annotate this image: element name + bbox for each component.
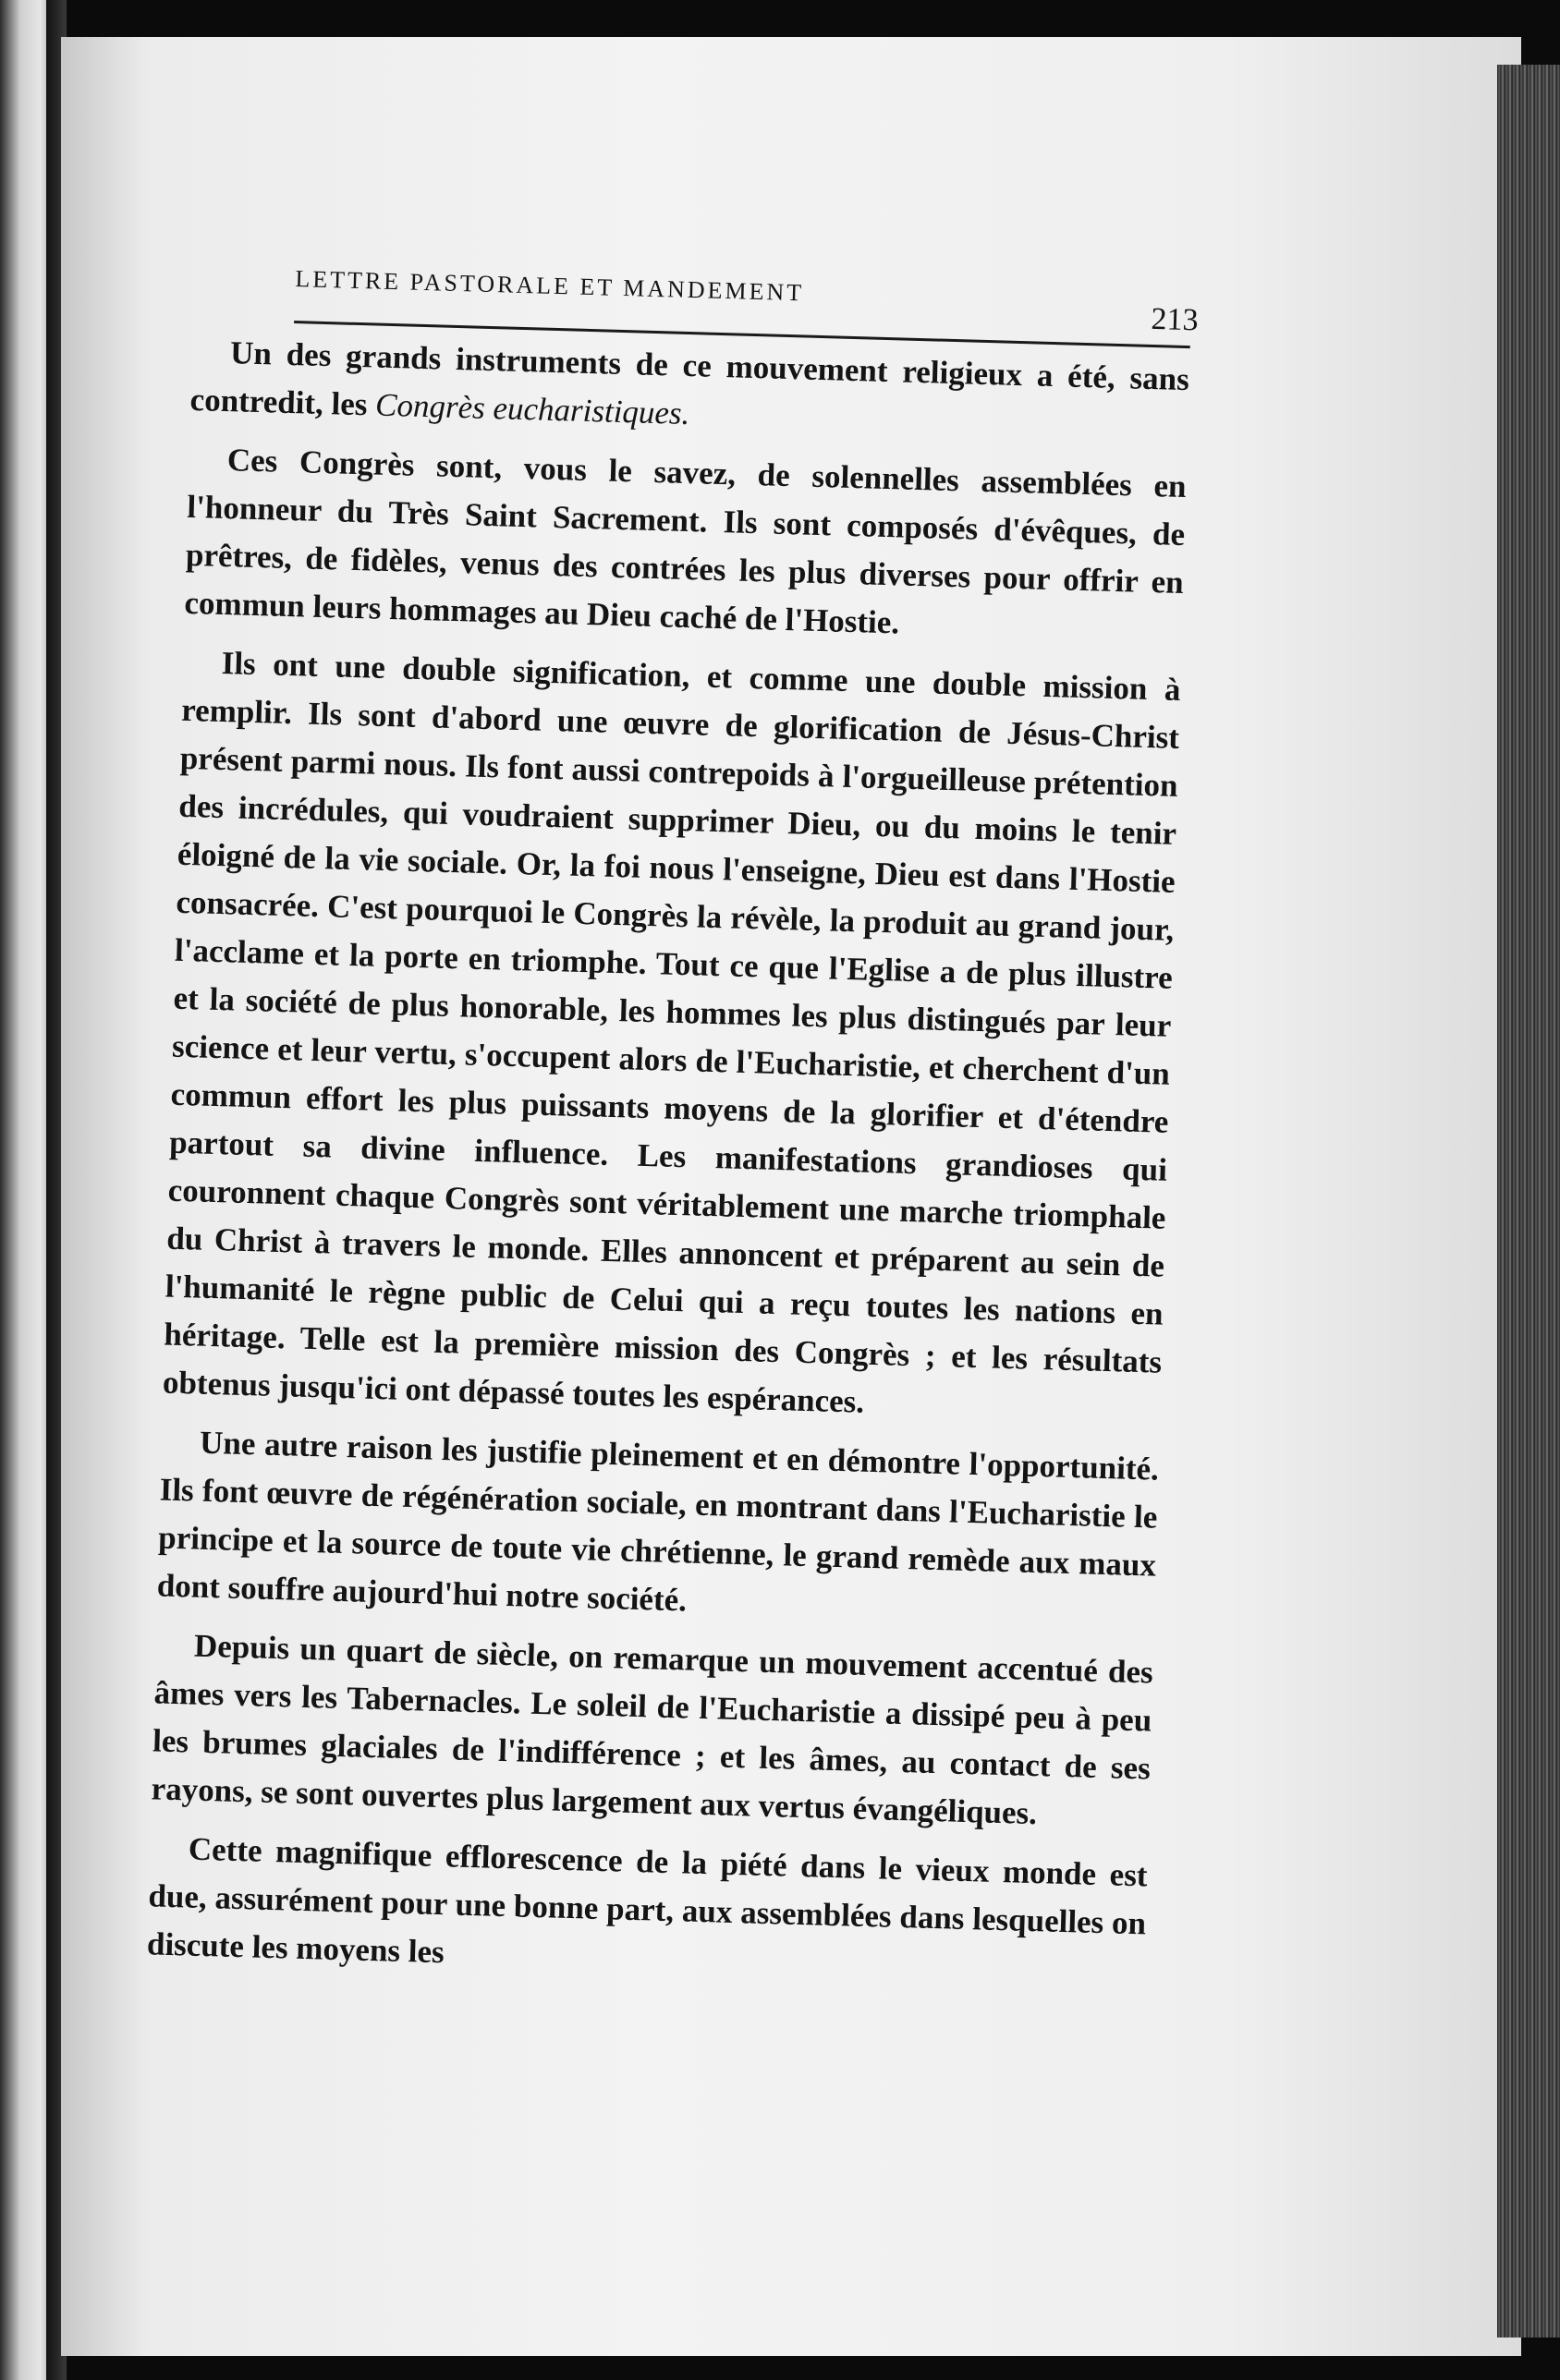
page-stack-edges <box>1497 65 1560 2338</box>
page-number: 213 <box>1151 301 1200 338</box>
paragraph: Un des grands instruments de ce mouvement religieux a été, sans contredit, les Congrès eucharistiques. <box>189 334 1190 432</box>
paragraph: Cette magnifique efflorescence de la piété dans le vieux monde est due, assurément pour une bonne part, aux assemblées dans lesquelles on discute les moyens les <box>146 1830 1149 1971</box>
page-text-block <box>146 259 1200 2007</box>
paragraph: Ces Congrès sont, vous le savez, de solennelles assemblées en l'honneur du Très Saint Sacrement. Ils sont composés d'évêques, de prêtres, de fidèles, venus des contrées les plus diverses pour offrir en commun leurs hommages au Dieu caché de l'Hostie. <box>184 442 1188 641</box>
paragraph: Une autre raison les justifie pleinement et en démontre l'opportunité. Ils font œuvre de régénération sociale, en montrant dans l'Eucharistie le principe et la source de toute vie chrétienne, le grand remède aux maux dont souffre aujourd'hui notre société. <box>156 1424 1160 1619</box>
paragraph: Ils ont une double signification, et comme une double mission à remplir. Ils sont d'abord une œuvre de glorification de Jésus-Christ présent parmi nous. Ils font aussi contrepoids à l'orgueilleuse prétention des incrédules, qui voudraient supprimer Dieu, ou du moins le tenir éloigné de la vie sociale. Or, la foi nous l'enseigne, Dieu est dans l'Hostie consacrée. C'est pourquoi le Congrès la révèle, la produit au grand jour, l'acclame et la porte en triomphe. Tout ce que l'Eglise a de plus illustre et la société de plus honorable, les hommes les plus distingués par leur science et leur vertu, s'occupent alors de l'Eucharistie, et cherchent d'un commun effort les plus puissants moyens de la glorifier et d'étendre partout sa divine influence. Les manifestations grandioses qui couronnent chaque Congrès sont véritablement une marche triomphale du Christ à travers le monde. Elles annoncent et préparent au sein de l'humanité le règne public de Celui qui a reçu toutes les nations en héritage. Telle est la première mission des Congrès ; et les résultats obtenus jusqu'ici ont dépassé toutes les espérances. <box>162 645 1181 1420</box>
italic-term: Congrès eucharistiques. <box>374 386 690 432</box>
paragraph: Depuis un quart de siècle, on remarque un mouvement accentué des âmes vers les Tabernacles. Le soleil de l'Eucharistie a dissipé peu à peu les brumes glaciales de l'indifférence ; et les âmes, au contact de ses rayons, se sont ouvertes plus largement aux vertus évangéliques. <box>151 1627 1154 1832</box>
running-head: LETTRE PASTORALE ET MANDEMENT <box>295 265 805 307</box>
